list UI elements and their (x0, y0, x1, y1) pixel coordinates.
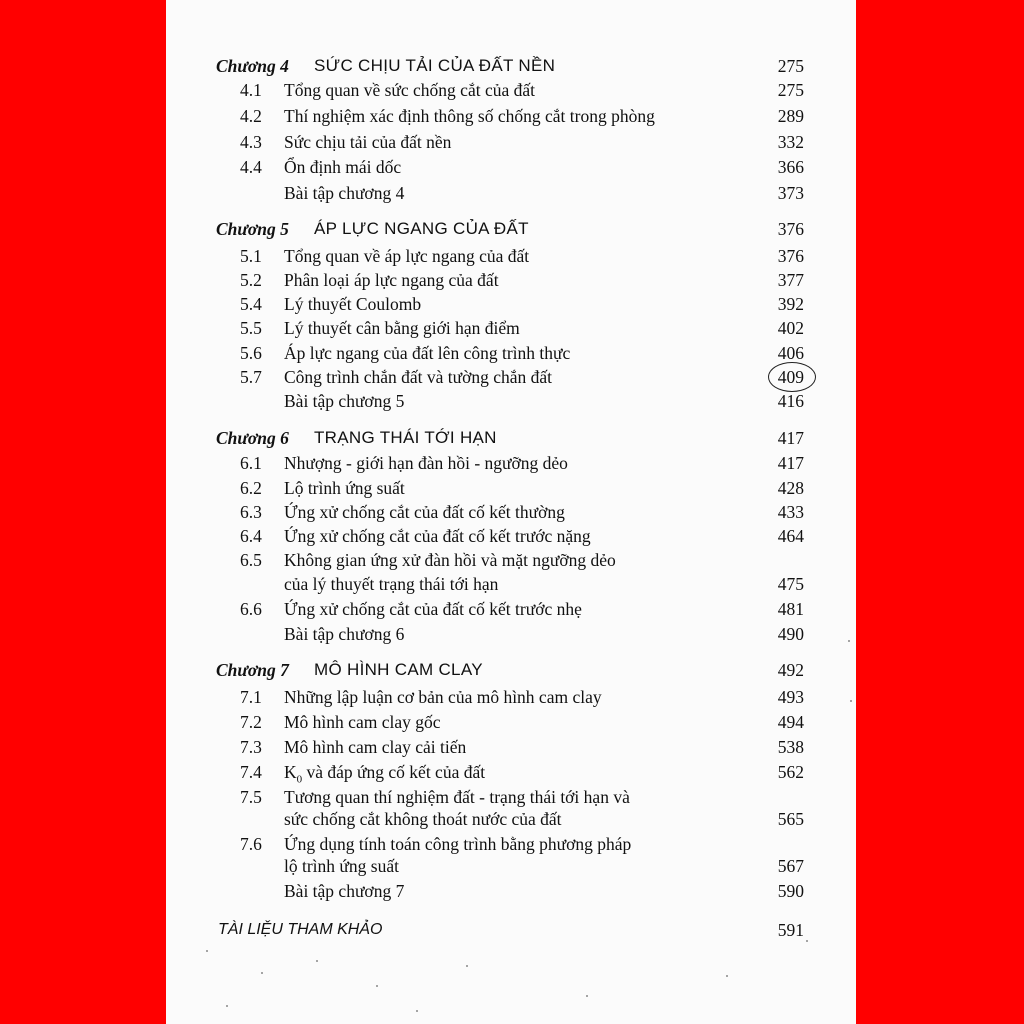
page-number: 433 (777, 502, 804, 522)
chapter-title: SỨC CHỊU TẢI CỦA ĐẤT NỀN (314, 56, 556, 75)
k0-subscript: 0 (296, 773, 303, 786)
section-number: 5.5 (240, 318, 262, 338)
page-number: 475 (777, 574, 804, 594)
chapter-label: Chương 4 (216, 56, 289, 76)
section-title: Ứng xử chống cắt của đất cố kết thường (284, 502, 565, 522)
section-title: Tương quan thí nghiệm đất - trạng thái tới hạn và (284, 787, 630, 807)
section-title: Không gian ứng xử đàn hồi và mặt ngưỡng dẻo (284, 550, 616, 570)
section-number: 4.2 (240, 106, 262, 126)
toc-entry (166, 244, 856, 268)
chapter-4-heading (166, 54, 856, 78)
page-number: 416 (777, 391, 804, 411)
section-title: Ổn định mái dốc (284, 157, 402, 177)
toc-entry (166, 622, 856, 646)
page-number: 565 (777, 809, 804, 829)
section-title: Sức chịu tải của đất nền (284, 132, 452, 152)
section-number: 4.3 (240, 132, 262, 152)
section-title: Bài tập chương 7 (284, 881, 405, 901)
section-title: Mô hình cam clay cải tiến (284, 737, 467, 757)
section-title: Nhượng - giới hạn đàn hồi - ngưỡng dẻo (284, 453, 568, 473)
section-title: Những lập luận cơ bản của mô hình cam clay (284, 687, 602, 707)
page-number: 275 (777, 56, 804, 76)
page-number: 428 (777, 478, 804, 498)
page-number: 373 (777, 183, 804, 203)
chapter-5-heading (166, 217, 856, 241)
section-title: Áp lực ngang của đất lên công trình thực (284, 343, 571, 363)
section-title: Tổng quan về áp lực ngang của đất (284, 246, 530, 266)
toc-entry (166, 365, 856, 389)
section-title: Tổng quan về sức chống cắt của đất (284, 80, 535, 100)
toc-entry (166, 524, 856, 548)
section-title: Phân loại áp lực ngang của đất (284, 270, 499, 290)
section-title-continuation: lộ trình ứng suất (284, 856, 399, 876)
k0-symbol: K (284, 762, 297, 782)
section-number: 5.1 (240, 246, 262, 266)
toc-entry (166, 130, 856, 154)
page-number: 590 (777, 881, 804, 901)
toc-entry (166, 341, 856, 365)
section-title: Mô hình cam clay gốc (284, 712, 441, 732)
section-title: Thí nghiệm xác định thông số chống cắt trong phòng (284, 106, 655, 126)
page-number: 490 (777, 624, 804, 644)
section-number: 6.1 (240, 453, 262, 473)
toc-entry (166, 879, 856, 903)
page-number: 402 (777, 318, 804, 338)
toc-entry (166, 760, 856, 784)
handwritten-circle-mark (768, 362, 816, 392)
chapter-title: MÔ HÌNH CAM CLAY (314, 660, 483, 679)
page-number: 377 (777, 270, 804, 290)
section-number: 5.6 (240, 343, 262, 363)
page-number: 494 (777, 712, 804, 732)
scan-speck (416, 1010, 418, 1012)
page-number: 332 (777, 132, 804, 152)
scan-speck (376, 985, 378, 987)
scan-speck (466, 965, 468, 967)
toc-entry (166, 316, 856, 340)
chapter-6-heading (166, 426, 856, 450)
page-number: 366 (777, 157, 804, 177)
toc-entry (166, 735, 856, 759)
page-number: 562 (777, 762, 804, 782)
section-number: 5.7 (240, 367, 262, 387)
section-number: 7.5 (240, 787, 262, 807)
page-number: 493 (777, 687, 804, 707)
scan-speck (206, 950, 208, 952)
section-title: Bài tập chương 4 (284, 183, 405, 203)
section-number: 6.4 (240, 526, 262, 546)
toc-entry (166, 476, 856, 500)
scan-speck (226, 1005, 228, 1007)
section-title-continuation: của lý thuyết trạng thái tới hạn (284, 574, 499, 594)
section-number: 5.4 (240, 294, 262, 314)
references-heading (166, 918, 856, 942)
toc-entry (166, 685, 856, 709)
toc-entry-continuation (166, 807, 856, 831)
section-number: 6.5 (240, 550, 262, 570)
chapter-title: TRẠNG THÁI TỚI HẠN (314, 428, 497, 447)
scan-speck (316, 960, 318, 962)
page-number: 406 (777, 343, 804, 363)
scan-speck (726, 975, 728, 977)
page-number: 417 (777, 453, 804, 473)
section-title: Lộ trình ứng suất (284, 478, 405, 498)
page-number: 567 (777, 856, 804, 876)
toc-entry (166, 785, 856, 809)
section-title: Ứng xử chống cắt của đất cố kết trước nặng (284, 526, 591, 546)
page-number: 464 (777, 526, 804, 546)
scan-speck (806, 940, 808, 942)
section-title: Công trình chắn đất và tường chắn đất (284, 367, 553, 387)
section-title-continuation: sức chống cắt không thoát nước của đất (284, 809, 562, 829)
chapter-label: Chương 6 (216, 428, 289, 448)
toc-entry (166, 451, 856, 475)
section-title: Ứng xử chống cắt của đất cố kết trước nhẹ (284, 599, 582, 619)
section-title: Lý thuyết cân bằng giới hạn điểm (284, 318, 520, 338)
section-number: 6.3 (240, 502, 262, 522)
references-title: TÀI LIỆU THAM KHẢO (218, 921, 383, 938)
toc-entry (166, 500, 856, 524)
section-title: Lý thuyết Coulomb (284, 294, 422, 314)
toc-entry (166, 104, 856, 128)
section-title: Bài tập chương 5 (284, 391, 405, 411)
toc-entry (166, 268, 856, 292)
section-number: 4.4 (240, 157, 262, 177)
page-number: 392 (777, 294, 804, 314)
chapter-label: Chương 5 (216, 219, 289, 239)
scan-speck (261, 972, 263, 974)
section-title: Ứng dụng tính toán công trình bằng phương pháp (284, 834, 632, 854)
page-number: 481 (777, 599, 804, 619)
page-number: 409 (777, 367, 804, 387)
page-number: 538 (777, 737, 804, 757)
document-page (166, 0, 856, 1024)
toc-entry-continuation (166, 572, 856, 596)
section-number: 6.6 (240, 599, 262, 619)
section-number: 7.4 (240, 762, 262, 782)
page-number: 376 (777, 246, 804, 266)
section-number: 7.6 (240, 834, 262, 854)
page-number: 275 (777, 80, 804, 100)
section-number: 5.2 (240, 270, 262, 290)
toc-entry (166, 548, 856, 572)
section-number: 6.2 (240, 478, 262, 498)
toc-entry (166, 710, 856, 734)
section-title: Bài tập chương 6 (284, 624, 405, 644)
chapter-title: ÁP LỰC NGANG CỦA ĐẤT (314, 219, 529, 238)
section-number: 4.1 (240, 80, 262, 100)
page-number: 289 (777, 106, 804, 126)
page-number: 492 (777, 660, 804, 680)
chapter-label: Chương 7 (216, 660, 289, 680)
toc-entry-continuation (166, 854, 856, 878)
section-title-rest: và đáp ứng cố kết của đất (302, 762, 486, 782)
toc-entry (166, 389, 856, 413)
toc-entry (166, 155, 856, 179)
chapter-7-heading (166, 658, 856, 682)
section-number: 7.2 (240, 712, 262, 732)
section-number: 7.1 (240, 687, 262, 707)
scan-speck (850, 700, 852, 702)
toc-entry (166, 292, 856, 316)
toc-entry (166, 832, 856, 856)
scan-speck (586, 995, 588, 997)
toc-entry (166, 181, 856, 205)
toc-entry (166, 78, 856, 102)
section-number: 7.3 (240, 737, 262, 757)
toc-entry (166, 597, 856, 621)
page-number: 417 (777, 428, 804, 448)
page-number: 591 (777, 920, 804, 940)
page-number: 376 (777, 219, 804, 239)
scan-speck (848, 640, 850, 642)
